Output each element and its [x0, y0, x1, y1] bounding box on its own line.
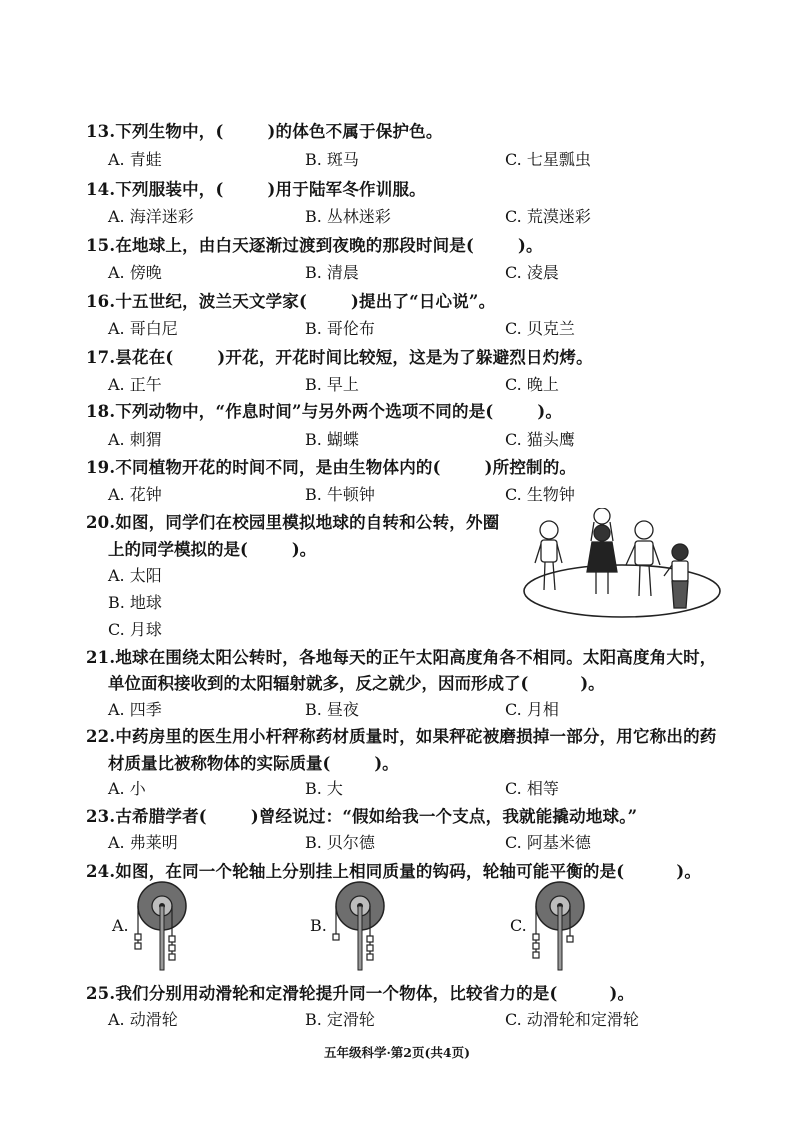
- hook-weight: [533, 934, 539, 940]
- wheel-axle-figure-c[interactable]: [530, 880, 600, 972]
- q16-option-c[interactable]: C. 贝克兰: [505, 319, 575, 338]
- q21-option-b[interactable]: B. 昼夜: [305, 700, 359, 719]
- q21-option-c[interactable]: C. 月相: [505, 700, 559, 719]
- q25-option-c[interactable]: C. 动滑轮和定滑轮: [505, 1010, 639, 1029]
- q22-option-a[interactable]: A. 小: [108, 779, 146, 798]
- q13-option-a[interactable]: A. 青蛙: [108, 150, 162, 169]
- question-19: 19.不同植物开花的时间不同，是由生物体内的( )所控制的。: [86, 458, 577, 477]
- q25-option-a[interactable]: A. 动滑轮: [108, 1010, 178, 1029]
- q17-option-a[interactable]: A. 正午: [108, 375, 162, 394]
- q24-option-c-label[interactable]: C.: [510, 916, 527, 935]
- q15-option-b[interactable]: B. 清晨: [305, 263, 359, 282]
- q23-option-c[interactable]: C. 阿基米德: [505, 833, 591, 852]
- question-18: 18.下列动物中，“作息时间”与另外两个选项不同的是( )。: [86, 402, 563, 421]
- hook-weight: [533, 943, 539, 949]
- question-20: 20.如图，同学们在校园里模拟地球的自转和公转，外圈: [86, 513, 500, 532]
- q18-option-b[interactable]: B. 蝴蝶: [305, 430, 359, 449]
- question-16: 16.十五世纪，波兰天文学家( )提出了“日心说”。: [86, 292, 496, 311]
- q24-option-a-label[interactable]: A.: [112, 916, 129, 935]
- q16-option-a[interactable]: A. 哥白尼: [108, 319, 178, 338]
- hook-weight: [367, 945, 373, 951]
- q18-option-a[interactable]: A. 刺猬: [108, 430, 162, 449]
- kid-center-with-ball: [587, 508, 617, 594]
- q15-option-a[interactable]: A. 傍晚: [108, 263, 162, 282]
- hook-weight: [169, 936, 175, 942]
- wheel-axle-figure-b[interactable]: [330, 880, 400, 972]
- q20-option-b[interactable]: B. 地球: [108, 593, 162, 612]
- q19-option-b[interactable]: B. 牛顿钟: [305, 485, 375, 504]
- q14-option-a[interactable]: A. 海洋迷彩: [108, 207, 194, 226]
- stand: [160, 906, 164, 970]
- stand: [558, 906, 562, 970]
- question-20-line2: 上的同学模拟的是( )。: [108, 540, 317, 559]
- q19-option-a[interactable]: A. 花钟: [108, 485, 162, 504]
- question-21: 21.地球在围绕太阳公转时，各地每天的正午太阳高度角各不相同。太阳高度角大时，: [86, 648, 717, 667]
- q17-option-b[interactable]: B. 早上: [305, 375, 359, 394]
- q19-option-c[interactable]: C. 生物钟: [505, 485, 575, 504]
- orbit-simulation-figure: [520, 508, 725, 626]
- q20-option-a[interactable]: A. 太阳: [108, 566, 162, 585]
- hook-weight: [333, 934, 339, 940]
- q20-option-c[interactable]: C. 月球: [108, 620, 162, 639]
- q24-option-b-label[interactable]: B.: [310, 916, 327, 935]
- q22-option-c[interactable]: C. 相等: [505, 779, 559, 798]
- kid-right: [626, 521, 660, 596]
- question-22-line2: 材质量比被称物体的实际质量( )。: [108, 754, 399, 773]
- q23-option-b[interactable]: B. 贝尔德: [305, 833, 375, 852]
- question-23: 23.古希腊学者( )曾经说过：“假如给我一个支点，我就能撬动地球。”: [86, 807, 638, 826]
- hook-weight: [135, 943, 141, 949]
- question-22: 22.中药房里的医生用小杆秤称药材质量时，如果秤砣被磨损掉一部分，用它称出的药: [86, 727, 717, 746]
- q15-option-c[interactable]: C. 凌晨: [505, 263, 559, 282]
- hook-weight: [533, 952, 539, 958]
- hook-weight: [367, 936, 373, 942]
- q17-option-c[interactable]: C. 晚上: [505, 375, 559, 394]
- hook-weight: [135, 934, 141, 940]
- question-13: 13.下列生物中，( )的体色不属于保护色。: [86, 122, 443, 141]
- kid-orbit: [664, 544, 688, 608]
- q14-option-b[interactable]: B. 丛林迷彩: [305, 207, 391, 226]
- q18-option-c[interactable]: C. 猫头鹰: [505, 430, 575, 449]
- question-25: 25.我们分别用动滑轮和定滑轮提升同一个物体，比较省力的是( )。: [86, 984, 635, 1003]
- kid-left: [535, 521, 562, 590]
- hook-weight: [367, 954, 373, 960]
- q13-option-c[interactable]: C. 七星瓢虫: [505, 150, 591, 169]
- stand: [358, 906, 362, 970]
- page-footer: 五年级科学·第2页(共4页): [323, 1045, 471, 1060]
- q23-option-a[interactable]: A. 弗莱明: [108, 833, 178, 852]
- question-14: 14.下列服装中，( )用于陆军冬作训服。: [86, 180, 426, 199]
- question-17: 17.昙花在( )开花，开花时间比较短，这是为了躲避烈日灼烤。: [86, 348, 593, 367]
- wheel-axle-figure-a[interactable]: [132, 880, 202, 972]
- question-15: 15.在地球上，由白天逐渐过渡到夜晚的那段时间是( )。: [86, 236, 543, 255]
- question-24: 24.如图，在同一个轮轴上分别挂上相同质量的钩码，轮轴可能平衡的是( )。: [86, 862, 702, 881]
- hook-weight: [567, 936, 573, 942]
- question-21-line2: 单位面积接收到的太阳辐射就多，反之就少，因而形成了( )。: [108, 674, 605, 693]
- q21-option-a[interactable]: A. 四季: [108, 700, 162, 719]
- q22-option-b[interactable]: B. 大: [305, 779, 343, 798]
- hook-weight: [169, 945, 175, 951]
- q14-option-c[interactable]: C. 荒漠迷彩: [505, 207, 591, 226]
- q16-option-b[interactable]: B. 哥伦布: [305, 319, 375, 338]
- q25-option-b[interactable]: B. 定滑轮: [305, 1010, 375, 1029]
- hook-weight: [169, 954, 175, 960]
- q13-option-b[interactable]: B. 斑马: [305, 150, 359, 169]
